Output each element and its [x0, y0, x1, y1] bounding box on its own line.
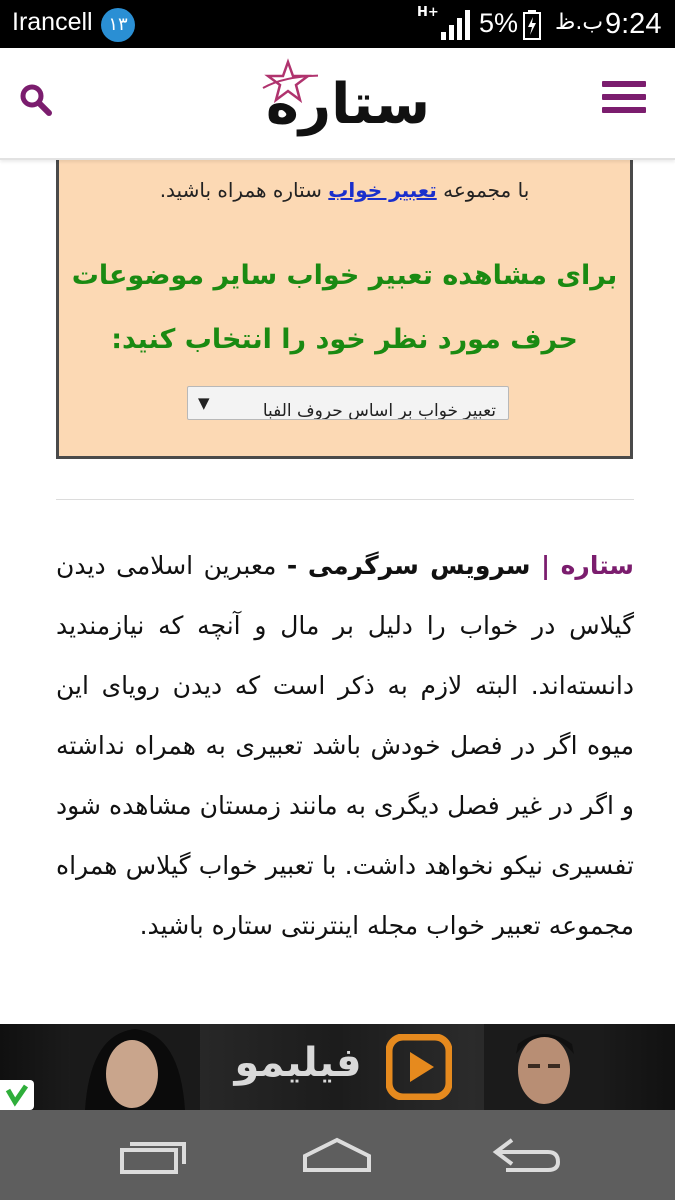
source-dash: -: [286, 551, 298, 580]
clock: 9:24: [605, 8, 662, 40]
ampm-label: ب.ظ: [555, 10, 604, 35]
hamburger-menu-icon[interactable]: [602, 81, 646, 117]
carrier-name: Irancell: [12, 8, 93, 36]
home-icon[interactable]: [297, 1130, 377, 1180]
search-icon[interactable]: [18, 82, 54, 118]
logo-text: ستاره: [265, 72, 431, 137]
intro-prefix: با مجموعه: [443, 178, 530, 202]
battery-charging-icon: [523, 10, 541, 40]
dream-interpretation-box: [56, 158, 633, 459]
filimo-play-icon: [386, 1034, 452, 1100]
dream-box-title: برای مشاهده تعبیر خواب سایر موضوعات حرف مورد نظر خود را انتخاب کنید:: [71, 260, 618, 355]
android-nav-bar: [0, 1110, 675, 1200]
site-header: [0, 48, 675, 160]
dream-intro: [59, 178, 630, 202]
dream-interpretation-link[interactable]: تعبیر خواب: [328, 178, 437, 202]
ad-person-left-image: [70, 1024, 200, 1110]
dropdown-arrow-icon: ▼: [198, 394, 210, 412]
network-type: H+: [417, 5, 439, 20]
alphabet-select-value: تعبیر خواب بر اساس حروف الفبا: [262, 401, 496, 420]
signal-icon: [441, 10, 473, 40]
site-logo[interactable]: [258, 58, 438, 138]
ad-choices-icon[interactable]: [0, 1080, 34, 1110]
intro-suffix: ستاره همراه باشید.: [159, 178, 322, 202]
source-section[interactable]: سرویس سرگرمی: [307, 551, 531, 580]
section-divider: [56, 499, 634, 500]
recent-apps-icon[interactable]: [112, 1130, 192, 1180]
ad-person-right-image: [484, 1024, 604, 1110]
ad-brand-text: فیلیمو: [234, 1040, 362, 1086]
article-body: [56, 536, 634, 956]
ad-banner[interactable]: [0, 1024, 675, 1110]
source-brand[interactable]: ستاره: [560, 551, 634, 580]
battery-percent: 5%: [479, 8, 519, 38]
carrier-badge: ۱۳: [101, 8, 135, 42]
alphabet-select[interactable]: [187, 386, 509, 420]
article-text: معبرین اسلامی دیدن گیلاس در خواب را دلیل بر مال و آنچه که نیازمندید دانسته‌اند. البته لازم به ذکر است که دیدن رویای این میوه اگر در فصل خودش باشد تعبیری به همراه نداشته و اگر در غیر فصل دیگری به مانند زمستان مشاهده شود تفسیری نیکو نخواهد داشت. با تعبیر خواب گیلاس همراه مجموعه تعبیر خواب مجله اینترنتی ستاره باشید.: [56, 551, 634, 940]
source-separator: |: [541, 551, 551, 580]
back-icon[interactable]: [486, 1130, 566, 1180]
status-bar: [0, 0, 675, 48]
